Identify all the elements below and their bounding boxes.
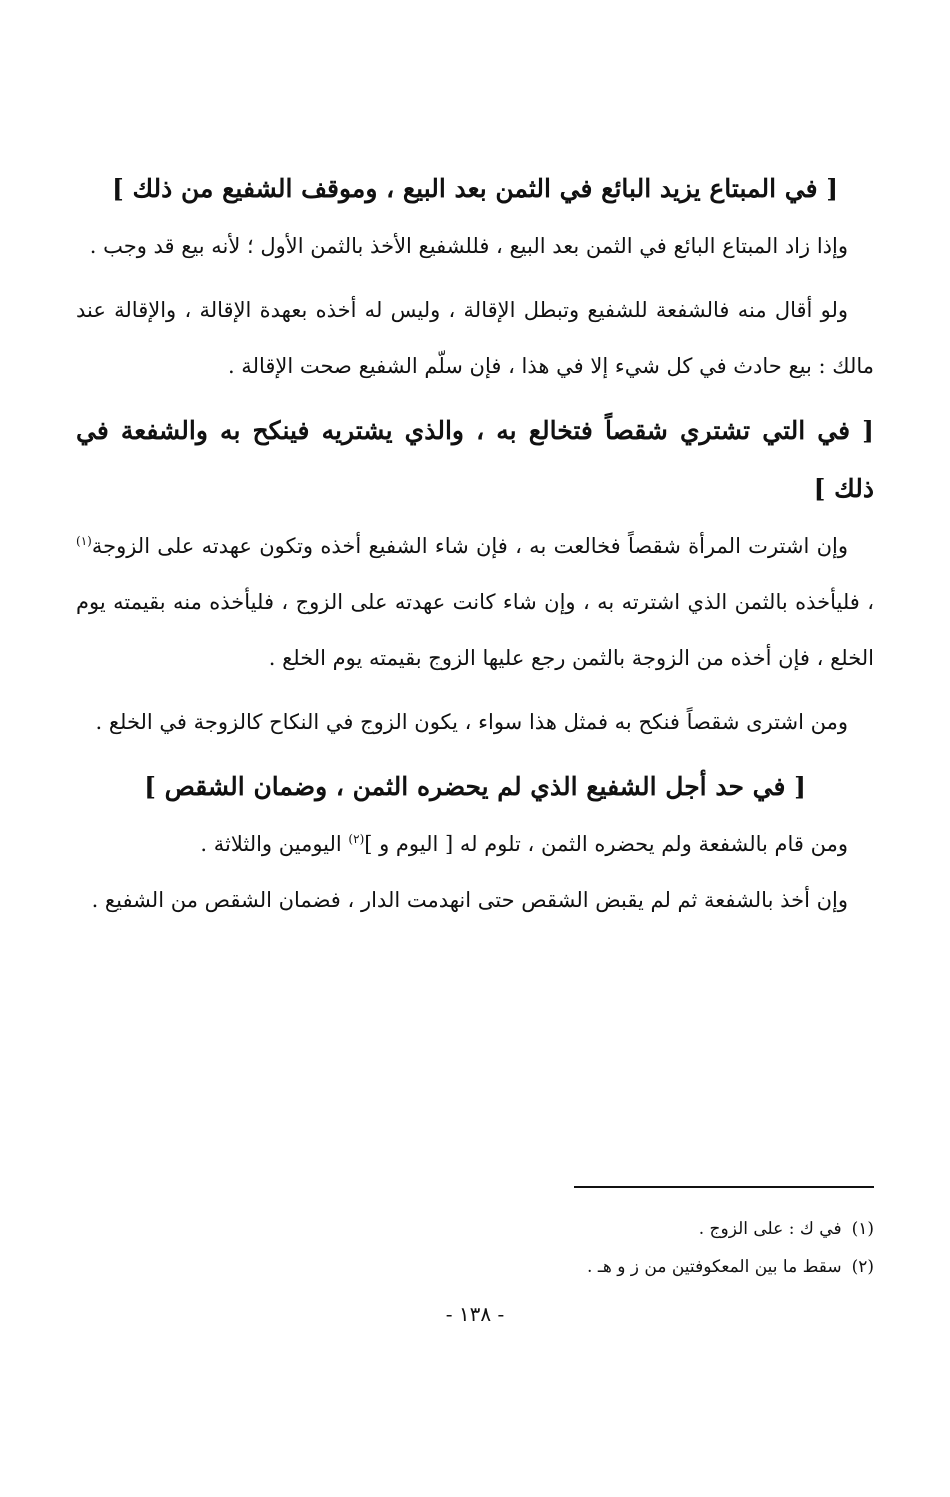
page-number: - ١٣٨ - bbox=[445, 1302, 505, 1326]
footnote-1-text: في ك : على الزوج . bbox=[698, 1219, 842, 1239]
paragraph-5-text-b: اليومين والثلاثة . bbox=[200, 832, 349, 856]
paragraph-3-text-a: وإن اشترت المرأة شقصاً فخالعت به ، فإن شاء الشفيع أخذه وتكون عهدته على الزوجة bbox=[91, 534, 848, 558]
footnote-2-text: سقط ما بين المعكوفتين من ز و هـ . bbox=[587, 1257, 842, 1277]
footnote-2-number: (٢) bbox=[851, 1257, 874, 1277]
paragraph-2: ولو أقال منه فالشفعة للشفيع وتبطل الإقالة ، وليس له أخذه بعهدة الإقالة ، والإقالة عند مالك : بيع حادث في كل شيء إلا في هذا ، فإن سلّم الشفيع صحت الإقالة . bbox=[76, 298, 874, 378]
paragraph-5 bbox=[76, 816, 874, 872]
footnote-ref-1: (١) bbox=[76, 534, 92, 548]
section-heading-3: [ في حد أجل الشفيع الذي لم يحضره الثمن ، وضمان الشقص ] bbox=[144, 772, 806, 801]
paragraph-5-text-a: ومن قام بالشفعة ولم يحضره الثمن ، تلوم له [ اليوم و ] bbox=[364, 832, 848, 856]
footnotes bbox=[76, 1210, 874, 1286]
paragraph-3 bbox=[76, 518, 874, 686]
paragraph-6: وإن أخذ بالشفعة ثم لم يقبض الشقص حتى انهدمت الدار ، فضمان الشقص من الشفيع . bbox=[91, 888, 848, 912]
paragraph-1: وإذا زاد المبتاع البائع في الثمن بعد البيع ، فللشفيع الأخذ بالثمن الأول ؛ لأنه بيع قد وجب . bbox=[89, 234, 848, 258]
paragraph-3-text-b: ، فليأخذه بالثمن الذي اشترته به ، وإن شاء كانت عهدته على الزوج ، فليأخذه منه بقيمته يوم الخلع ، فإن أخذه من الزوجة بالثمن رجع عليها الزوج بقيمته يوم الخلع . bbox=[76, 590, 874, 670]
footnote-2 bbox=[76, 1248, 874, 1286]
page-body bbox=[76, 160, 874, 936]
footnote-separator bbox=[574, 1186, 874, 1188]
paragraph-4: ومن اشترى شقصاً فنكح به فمثل هذا سواء ، يكون الزوج في النكاح كالزوجة في الخلع . bbox=[95, 710, 848, 734]
footnote-1 bbox=[76, 1210, 874, 1248]
footnote-ref-2: (٢) bbox=[348, 832, 365, 846]
section-heading-2: [ في التي تشتري شقصاً فتخالع به ، والذي يشتريه فينكح به والشفعة في ذلك ] bbox=[76, 416, 874, 503]
section-heading-1: [ في المبتاع يزيد البائع في الثمن بعد البيع ، وموقف الشفيع من ذلك ] bbox=[111, 174, 839, 203]
footnote-1-number: (١) bbox=[851, 1219, 874, 1239]
